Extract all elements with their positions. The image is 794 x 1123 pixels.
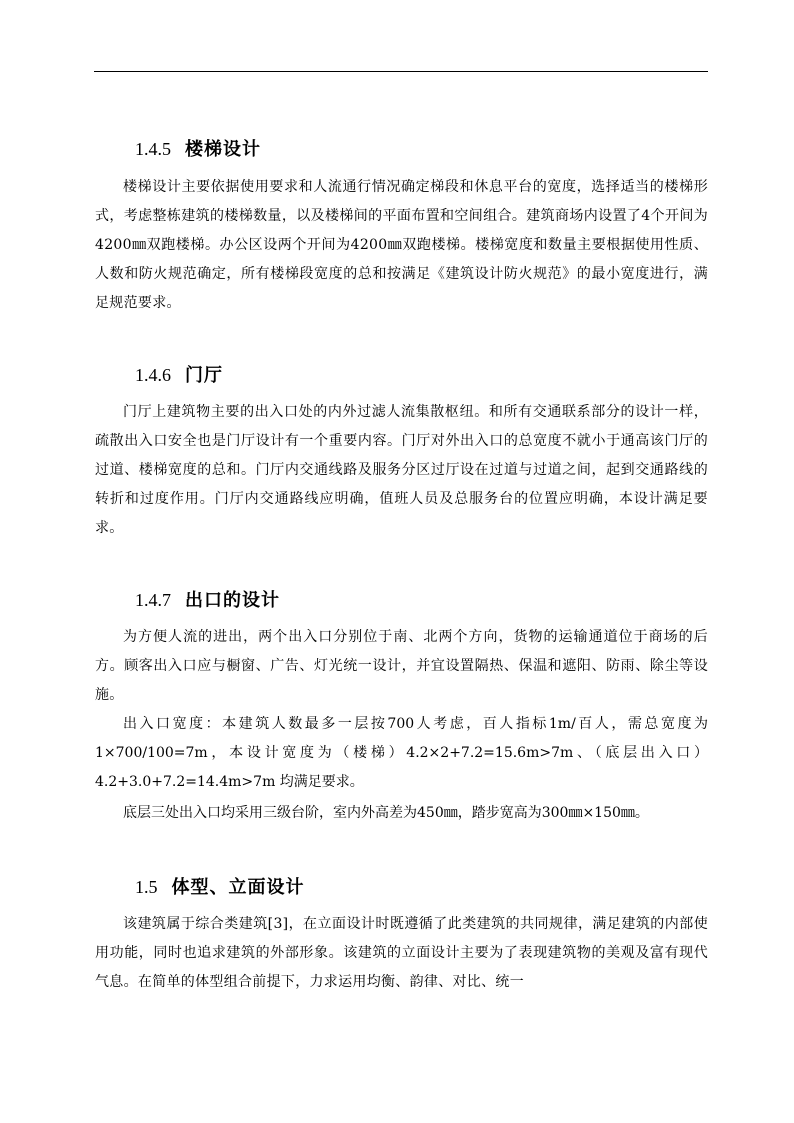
section-heading-1-4-7: [135, 588, 280, 613]
header-rule: [94, 71, 708, 72]
paragraph-lobby: 门厅上建筑物主要的出入口处的内外过滤人流集散枢纽。和所有交通联系部分的设计一样，疏散出入口安全也是门厅设计有一个重要内容。门厅对外出入口的总宽度不就小于通高该门厅的过道、楼梯宽度的总和。门厅内交通线路及服务分区过厅设在过道与过道之间，起到交通路线的转折和过度作用。门厅内交通路线应明确，值班人员及总服务台的位置应明确，本设计满足要求。: [95, 404, 708, 536]
section-title: 体型、立面设计: [171, 877, 305, 898]
paragraph-stairs: 楼梯设计主要依据使用要求和人流通行情况确定梯段和休息平台的宽度，选择适当的楼梯形式，考虑整栋建筑的楼梯数量，以及楼梯间的平面布置和空间组合。建筑商场内设置了4个开间为4200㎜双跑楼梯。办公区设两个开间为4200㎜双跑楼梯。楼梯宽度和数量主要根据使用性质、人数和防火规范确定，所有楼梯段宽度的总和按满足《建筑设计防火规范》的最小宽度进行，满足规范要求。: [95, 179, 708, 311]
section-number: 1.5: [135, 877, 158, 897]
paragraph-steps: 底层三处出入口均采用三级台阶，室内外高差为450㎜，踏步宽高为300㎜×150㎜。: [123, 805, 649, 821]
paragraph-exit-width: 出入口宽度：本建筑人数最多一层按700人考虑，百人指标1m/百人，需总宽度为1×700/100=7m，本设计宽度为（楼梯）4.2×2+7.2=15.6m>7m、（底层出入口）4.2+3.0+7.2=14.4m>7m 均满足要求。: [95, 716, 708, 790]
section-heading-1-5: [135, 875, 305, 900]
section-number: 1.4.7: [135, 590, 171, 610]
section-heading-1-4-5: [135, 137, 261, 162]
paragraph-exits-intro: 为方便人流的进出，两个出入口分别位于南、北两个方向，货物的运输通道位于商场的后方。顾客出入口应与橱窗、广告、灯光统一设计，并宜设置隔热、保温和遮阳、防雨、除尘等设施。: [95, 629, 708, 703]
section-title: 出口的设计: [185, 590, 280, 611]
section-number: 1.4.6: [135, 365, 171, 385]
section-title: 楼梯设计: [185, 139, 261, 160]
section-number: 1.4.5: [135, 139, 171, 159]
paragraph-facade: 该建筑属于综合类建筑[3]，在立面设计时既遵循了此类建筑的共同规律，满足建筑的内部使用功能，同时也追求建筑的外部形象。该建筑的立面设计主要为了表现建筑物的美观及富有现代气息。在简单的体型组合前提下，力求运用均衡、韵律、对比、统一: [95, 916, 708, 990]
section-title: 门厅: [185, 365, 223, 386]
section-heading-1-4-6: [135, 363, 223, 388]
